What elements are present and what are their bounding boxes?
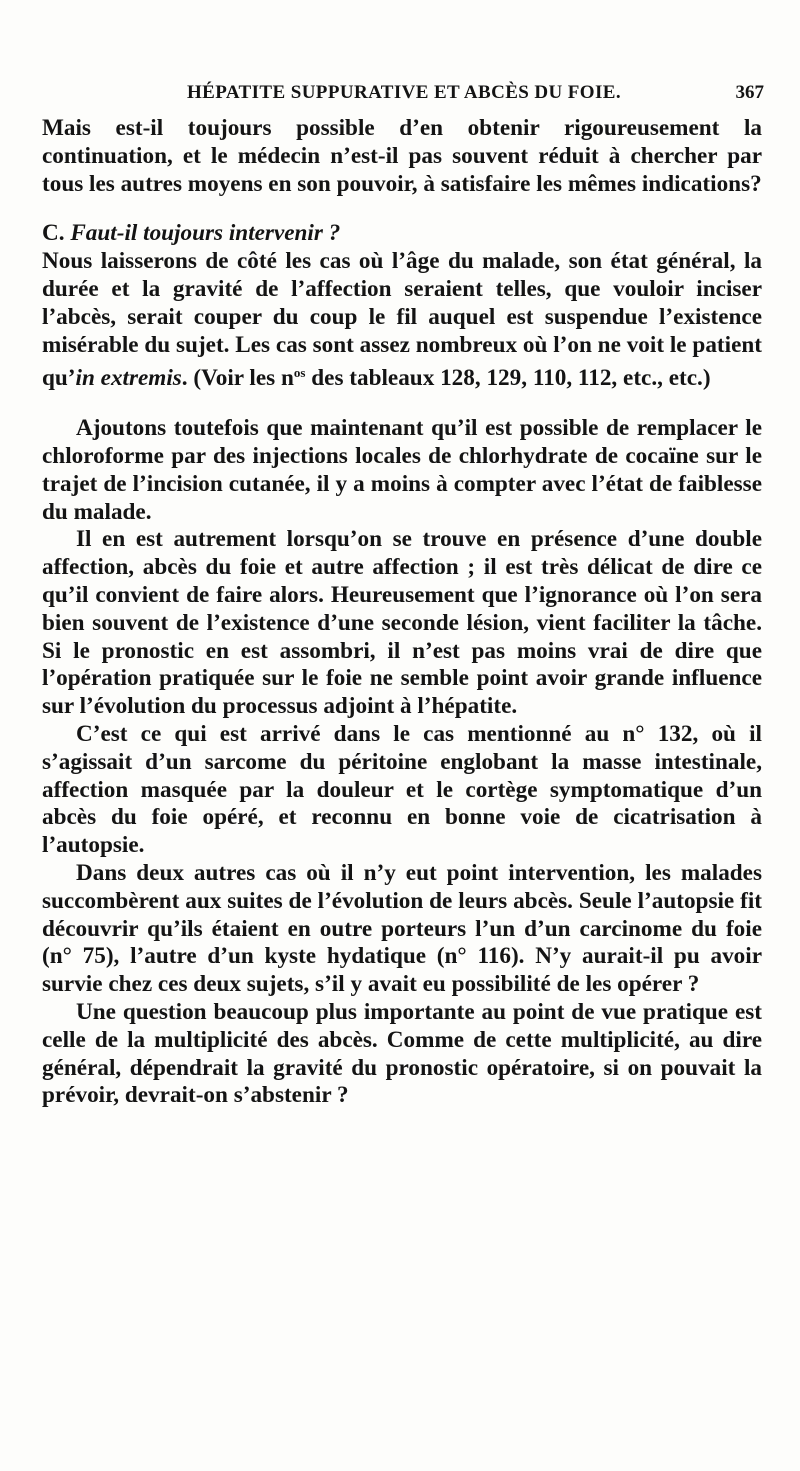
paragraph-cocaine: Ajoutons toutefois que maintenant qu’il est possible de remplacer le chloroforme par des injections locales de chlorhydrate de cocaïne sur le trajet de l’incision cutanée, il y a moins à compter avec l’état de faiblesse du malade. (42, 415, 762, 525)
paragraph-double-affection: Il en est autrement lorsqu’on se trouve en présence d’une double affection, abcès du foie et autre affection ; il est très délicat de dire ce qu’il convient de faire alors. Heureusement que l’ignorance où l’on sera bien souvent de l’existence d’une seconde lésion, vient faciliter la tâche. Si le pronostic en est assombri, il n’est pas moins vrai de dire que l’opération pratiquée sur le foie ne semble point avoir grande influence sur l’évolution du processus adjoint à l’hépatite. (42, 526, 762, 720)
paragraph-text: Nous laisserons de côté les cas où l’âge du malade, son état général, la durée et la gravité de l’affection seraient telles, que vouloir inciser l’abcès, serait couper du coup le fil auquel est suspendue l’existence misérable du sujet. Les cas sont assez nombreux où l’on ne voit le patient qu’ (42, 248, 762, 392)
section-letter: C. (42, 220, 65, 247)
section-title: Faut-il toujours intervenir ? (70, 220, 341, 247)
running-title: HÉPATITE SUPPURATIVE ET ABCÈS DU FOIE. (187, 82, 621, 103)
section-heading (42, 220, 762, 248)
superscript: os (293, 365, 306, 381)
paragraph-case-132: C’est ce qui est arrivé dans le cas mentionné au n° 132, où il s’agissait d’un sarcome du péritoine englobant la masse intestinale, affection masquée par la douleur et le cortège symptomatique d’un abcès du foie opéré, et reconnu en bonne voie de cicatrisation à l’autopsie. (42, 720, 762, 859)
paragraph-text: . (Voir les n (181, 365, 294, 392)
italic-phrase: in extremis (75, 365, 182, 392)
page-number: 367 (735, 82, 764, 103)
paragraph-two-cases: Dans deux autres cas où il n’y eut point intervention, les malades succombèrent aux suites de l’évolution de leurs abcès. Seule l’autopsie fit découvrir qu’ils étaient en outre porteurs l’un d’un carcinome du foie (n° 75), l’autre d’un kyste hydatique (n° 116). N’y aurait-il pu avoir survie chez ces deux sujets, s’il y avait eu possibilité de les opérer ? (42, 859, 762, 998)
paragraph-continuation: Mais est-il toujours possible d’en obtenir rigoureusement la continuation, et le médecin n’est-il pas souvent réduit à chercher par tous les autres moyens en son pouvoir, à satisfaire les mêmes indications? (42, 115, 762, 197)
body-text (42, 115, 762, 1110)
page-header (40, 82, 770, 112)
paragraph-text: des tableaux 128, 129, 110, 112, etc., etc.) (305, 365, 711, 392)
paragraph-multiplicity: Une question beaucoup plus importante au point de vue pratique est celle de la multiplicité des abcès. Comme de cette multiplicité, au dire général, dépendrait la gravité du pronostic opératoire, si on pouvait la prévoir, devrait-on s’abstenir ? (42, 998, 762, 1109)
paragraph-elderly-patients (42, 248, 762, 393)
